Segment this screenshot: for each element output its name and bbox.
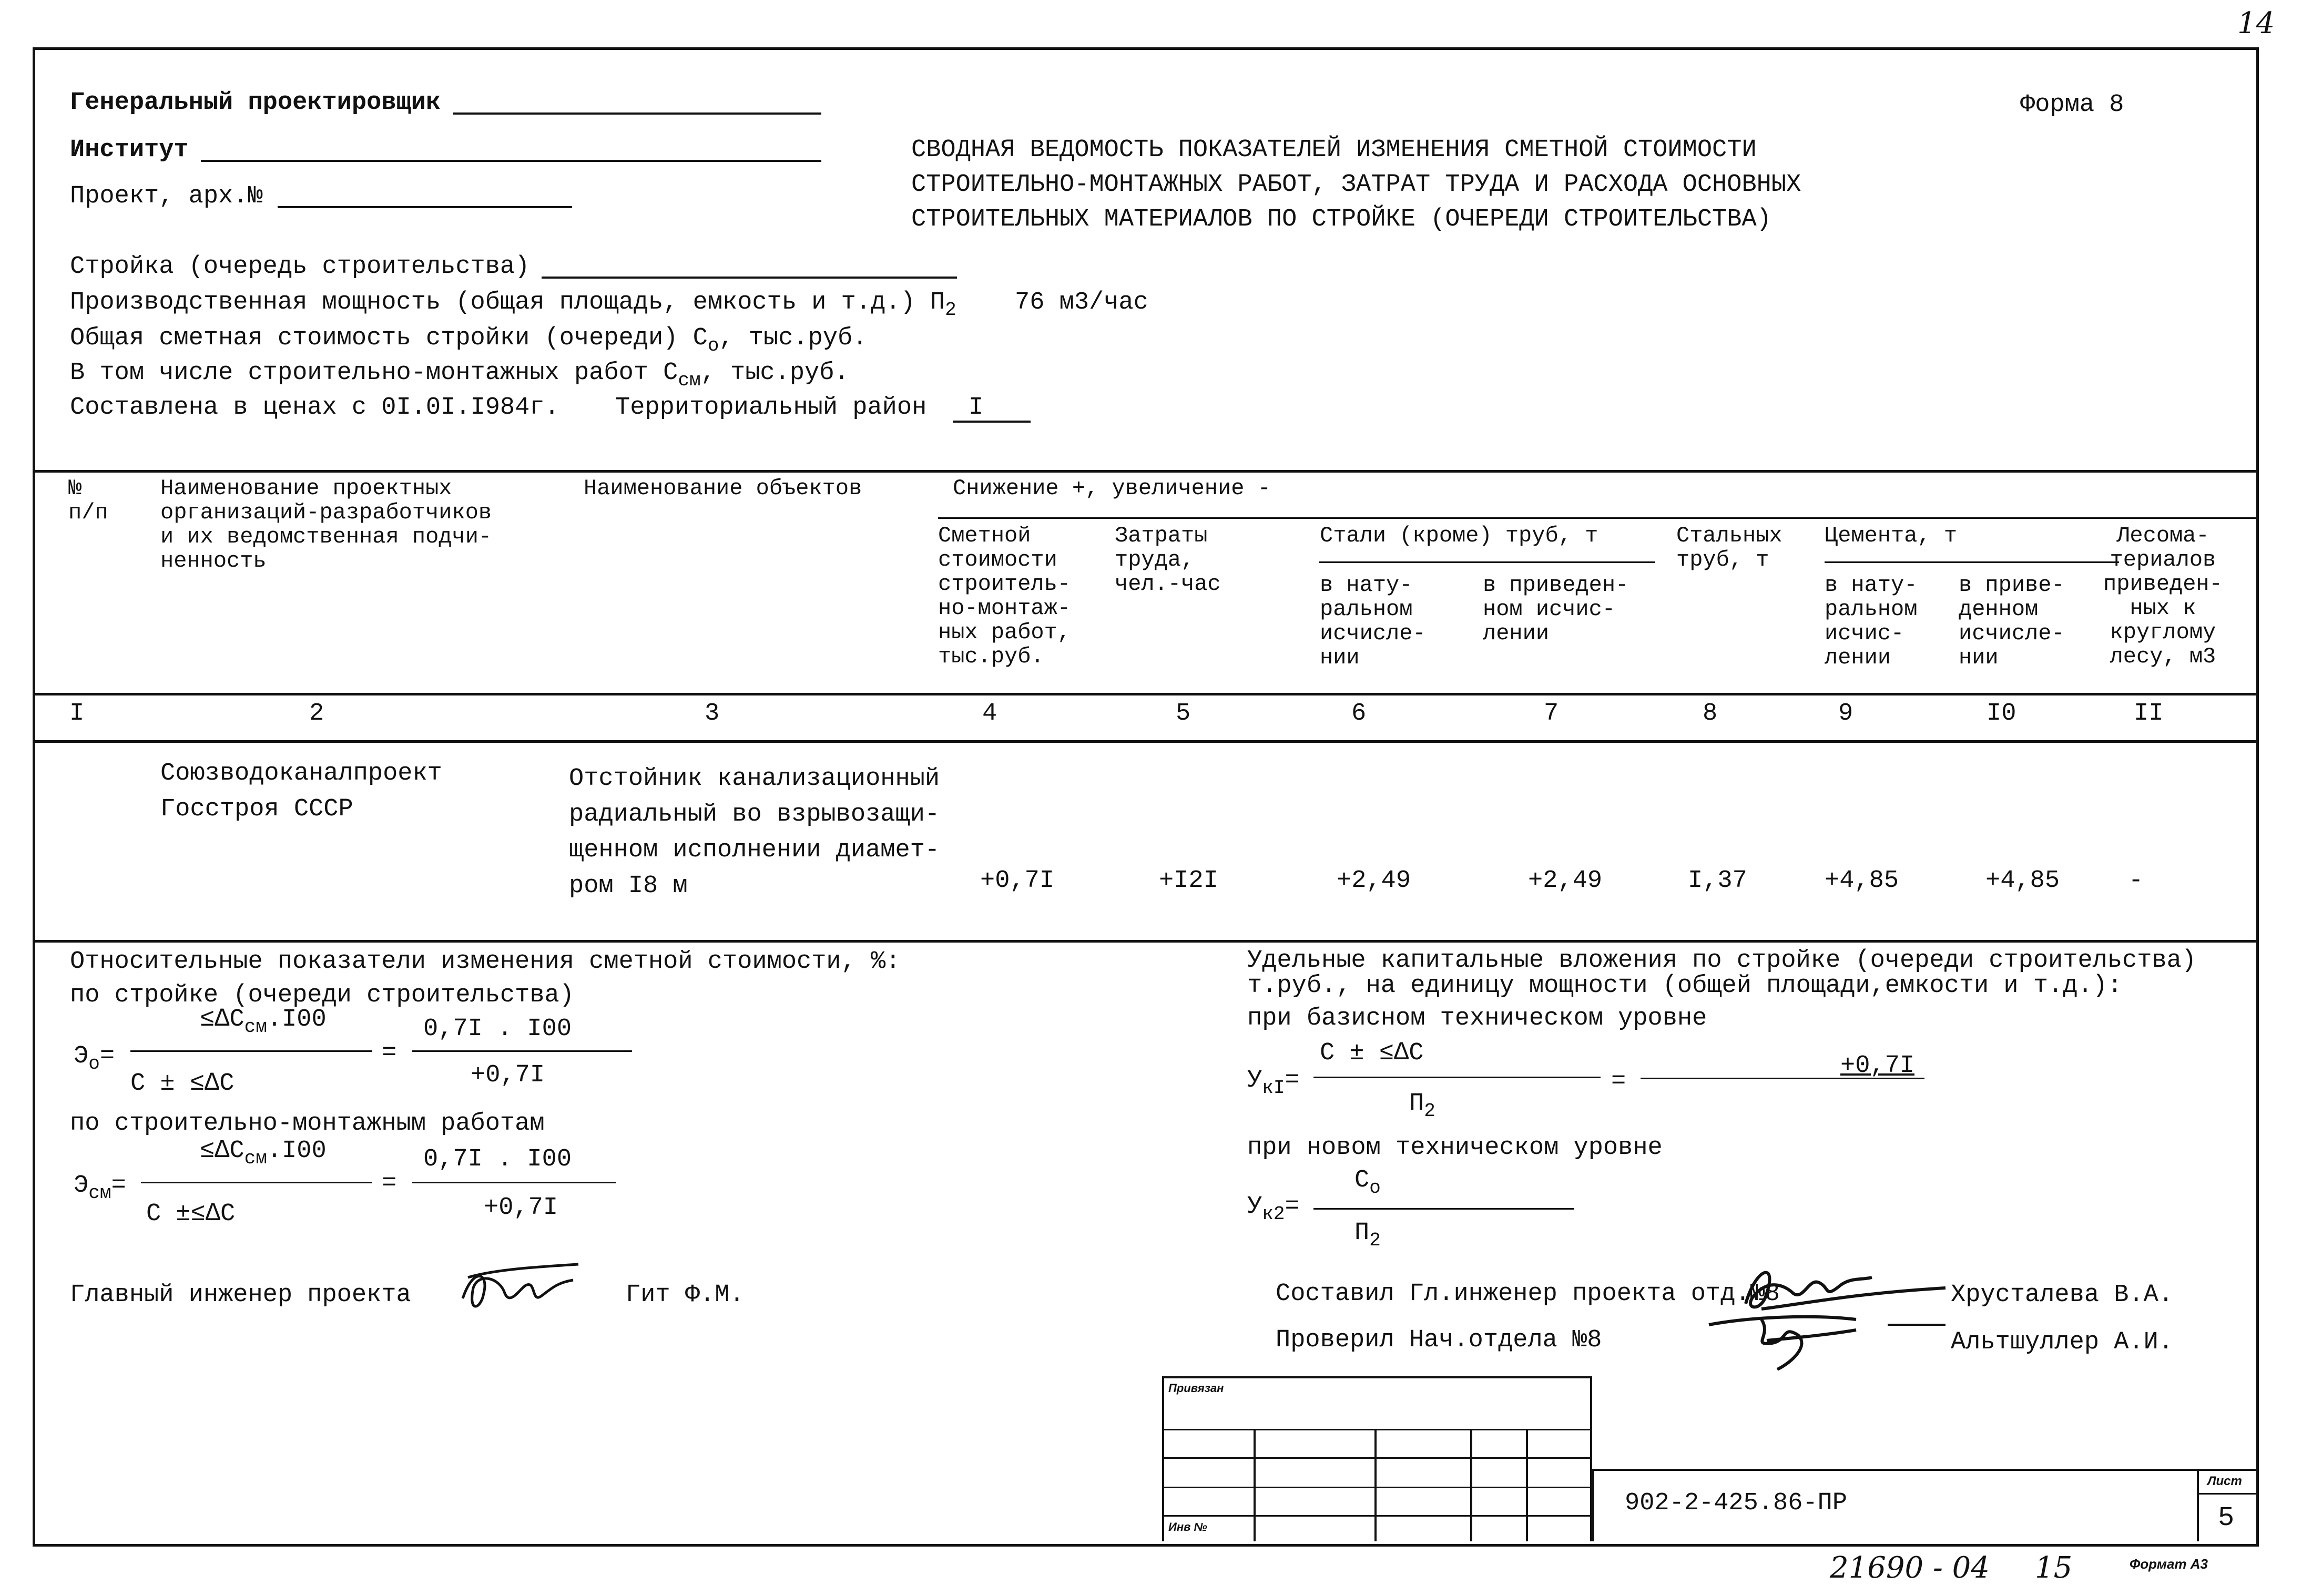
col-header-steel-natural: в нату- ральном исчисле- нии	[1320, 572, 1426, 670]
col-number-bottom-rule	[35, 740, 2256, 743]
document-title-line-3: СТРОИТЕЛЬНЫХ МАТЕРИАЛОВ ПО СТРОЙКЕ (ОЧЕРЕДИ СТРОИТЕЛЬСТВА)	[911, 206, 1771, 233]
checked-by-label: Проверил Нач.отдела №8	[1276, 1326, 1602, 1354]
ecm-result-denominator: +0,7I	[484, 1194, 558, 1222]
row-value-steel-reduced: +2,49	[1528, 867, 1603, 895]
e0-denominator: С ± ≤∆С	[130, 1070, 235, 1098]
stamp-col-1	[1254, 1429, 1256, 1541]
total-cost-unit: , тыс.руб.	[719, 324, 868, 352]
row-value-steel-natural: +2,49	[1337, 867, 1411, 895]
cement-sub-rule	[1825, 561, 2119, 563]
page-number-handwritten: 14	[2237, 6, 2275, 40]
institute-label: Институт	[70, 136, 189, 164]
row-value-labor: +I2I	[1159, 867, 1218, 895]
sheet-label: Лист	[2207, 1474, 2242, 1488]
relative-heading: Относительные показатели изменения сметной стоимости, %:	[70, 948, 901, 976]
col-header-cement: Цемента, т	[1825, 523, 1958, 548]
col-header-wood: Лесома- териалов приведен- ных к круглому лесу, м3	[2103, 523, 2223, 669]
col-header-objects: Наименование объектов	[584, 476, 862, 501]
col-header-steel: Стали (кроме) труб, т	[1320, 523, 1598, 548]
composed-by-name: Хрусталева В.А.	[1951, 1281, 2174, 1309]
col-number-7: 7	[1544, 700, 1559, 728]
col-number-1: I	[69, 700, 85, 728]
stamp-col-4	[1526, 1429, 1528, 1541]
ecm-result-numerator: 0,7I . I00	[423, 1145, 572, 1173]
smr-label: В том числе строительно-монтажных работ С	[70, 359, 678, 387]
col-number-5: 5	[1176, 700, 1191, 728]
ecm-numerator: $\le\Delta С_{см}.I00$	[200, 1137, 327, 1169]
table-group-rule	[938, 517, 2256, 519]
archive-number-handwritten: 21690 - 04	[1830, 1551, 1990, 1585]
yk1-fraction-bar	[1313, 1077, 1601, 1078]
stamp-col-2	[1374, 1429, 1377, 1541]
row-value-wood: -	[2128, 867, 2144, 895]
yk2-numerator: $С_о$	[1354, 1167, 1381, 1199]
capacity-label: Производственная мощность (общая площадь, емкость и т.д.) П	[70, 289, 945, 316]
ecm-fraction-bar	[141, 1182, 372, 1183]
row-value-cement-natural: +4,85	[1825, 867, 1899, 895]
stroika-field	[542, 277, 957, 279]
yk1-label: $У_{кI}=$	[1247, 1067, 1300, 1099]
yk2-label: $У_{к2}=$	[1247, 1193, 1300, 1225]
e0-numerator: $\le\Delta С_{см}.I00$	[200, 1006, 327, 1038]
header-bottom-rule	[35, 693, 2256, 695]
col-header-num: № п/п	[68, 476, 108, 525]
col-header-cement-reduced: в приве- денном исчисле- нии	[1959, 572, 2065, 670]
paper-format: Формат А3	[2130, 1556, 2208, 1572]
prices-date: Составлена в ценах с 0I.0I.I984г.	[70, 394, 559, 422]
smr-sub: см	[678, 370, 701, 391]
document-title-line-1: СВОДНАЯ ВЕДОМОСТЬ ПОКАЗАТЕЛЕЙ ИЗМЕНЕНИЯ СМЕТНОЙ СТОИМОСТИ	[911, 136, 1757, 164]
yk1-numerator: С ± ≤∆С	[1320, 1039, 1424, 1067]
col-header-cement-natural: в нату- ральном исчис- лении	[1825, 572, 1918, 670]
col-number-9: 9	[1838, 700, 1853, 728]
yk2-fraction-bar	[1313, 1208, 1574, 1210]
col-header-group: Снижение +, увеличение -	[953, 476, 1271, 501]
project-label: Проект, арх.№	[70, 182, 263, 210]
capacity-sub: 2	[945, 299, 956, 321]
row-value-cement-reduced: +4,85	[1985, 867, 2060, 895]
document-code: 902-2-425.86-ПР	[1625, 1489, 1848, 1517]
relative-by-smr: по строительно-монтажным работам	[70, 1110, 545, 1138]
privyazan-label: Привязан	[1168, 1382, 1224, 1395]
ecm-denominator: С ±≤∆С	[146, 1200, 236, 1228]
document-title-line-2: СТРОИТЕЛЬНО-МОНТАЖНЫХ РАБОТ, ЗАТРАТ ТРУДА И РАСХОДА ОСНОВНЫХ	[911, 171, 1801, 199]
smr-line	[70, 361, 849, 390]
ecm-label: $Э_{см}=$	[74, 1172, 126, 1204]
col-number-8: 8	[1703, 700, 1718, 728]
table-bottom-rule	[35, 940, 2256, 943]
col-number-11: II	[2134, 700, 2164, 728]
yk2-denominator: $П_2$	[1354, 1219, 1381, 1251]
specific-heading-1: Удельные капитальные вложения по стройке (очереди строительства)	[1247, 947, 2197, 975]
chief-engineer-signature	[452, 1256, 589, 1325]
row-object-name: Отстойник канализационный радиальный во взрывозащи- щенном исполнении диамет- ром I8 м	[569, 765, 940, 900]
row-value-smr-cost: +0,7I	[980, 867, 1055, 895]
col-header-org: Наименование проектных организаций-разработчиков и их ведомственная подчи- ненность	[160, 476, 492, 574]
col-number-6: 6	[1351, 700, 1367, 728]
specific-heading-2: т.руб., на единицу мощности (общей площади,емкости и т.д.):	[1247, 972, 2123, 1000]
ecm-result-bar	[412, 1182, 616, 1183]
composed-by-label: Составил Гл.инженер проекта отд.№8	[1276, 1280, 1780, 1308]
institute-field	[201, 160, 821, 162]
e0-fraction-bar	[130, 1050, 372, 1052]
inventory-label: Инв №	[1168, 1520, 1207, 1533]
specific-basis: при базисном техническом уровне	[1247, 1005, 1707, 1032]
chief-engineer-label: Главный инженер проекта	[70, 1281, 411, 1309]
e0-result-denominator: +0,7I	[471, 1061, 545, 1089]
capacity-line	[70, 290, 956, 320]
checked-by-name: Альтшуллер А.И.	[1951, 1328, 2174, 1356]
col-header-pipes: Стальных труб, т	[1676, 523, 1782, 572]
smr-unit: , тыс.руб.	[700, 359, 849, 387]
district-label: Территориальный район	[615, 394, 927, 422]
row-org-name: Союзводоканалпроект	[160, 760, 442, 787]
page-number-footer-handwritten: 15	[2035, 1551, 2073, 1585]
total-cost-label: Общая сметная стоимость стройки (очереди) С	[70, 324, 708, 352]
yk1-denominator: $П_2$	[1409, 1090, 1435, 1122]
stroika-label: Стройка (очередь строительства)	[70, 253, 530, 281]
sheet-box-divider	[2197, 1493, 2256, 1495]
relative-by-stroika: по стройке (очереди строительства)	[70, 981, 574, 1009]
district-field	[953, 421, 1031, 423]
specific-new: при новом техническом уровне	[1247, 1134, 1663, 1162]
col-header-cost: Сметной стоимости строитель- но-монтаж- ных работ, тыс.руб.	[938, 523, 1071, 669]
row-value-pipes: I,37	[1688, 867, 1747, 895]
row-org-ministry: Госстроя СССР	[160, 795, 353, 823]
project-field	[278, 206, 572, 208]
col-number-3: 3	[705, 700, 720, 728]
total-cost-line	[70, 326, 867, 355]
general-designer-field	[453, 112, 821, 115]
e0-result-bar	[412, 1050, 632, 1052]
steel-sub-rule	[1319, 561, 1655, 563]
stamp-col-3	[1470, 1429, 1472, 1541]
form-number: Форма 8	[2020, 91, 2124, 119]
composed-signatures	[1698, 1256, 1961, 1393]
district-value: I	[969, 394, 984, 422]
col-number-10: I0	[1987, 700, 2016, 728]
yk1-equals: =	[1611, 1068, 1626, 1096]
total-cost-sub: о	[707, 335, 719, 356]
capacity-value: 76 м3/час	[1015, 289, 1148, 316]
col-header-steel-reduced: в приведен- ном исчис- лении	[1483, 572, 1629, 646]
general-designer-label: Генеральный проектировщик	[70, 89, 441, 117]
sheet-number: 5	[2218, 1502, 2235, 1533]
e0-label: $Э_о=$	[74, 1042, 115, 1075]
col-number-4: 4	[982, 700, 997, 728]
yk1-result: +0,7I	[1840, 1052, 1915, 1080]
col-number-2: 2	[309, 700, 324, 728]
chief-engineer-name: Гит Ф.М.	[626, 1281, 745, 1309]
e0-equals: =	[382, 1039, 397, 1067]
e0-result-numerator: 0,7I . I00	[423, 1015, 572, 1043]
ecm-equals: =	[382, 1170, 397, 1198]
table-top-rule	[35, 470, 2256, 473]
col-header-labor: Затраты труда, чел.-час	[1115, 523, 1221, 597]
